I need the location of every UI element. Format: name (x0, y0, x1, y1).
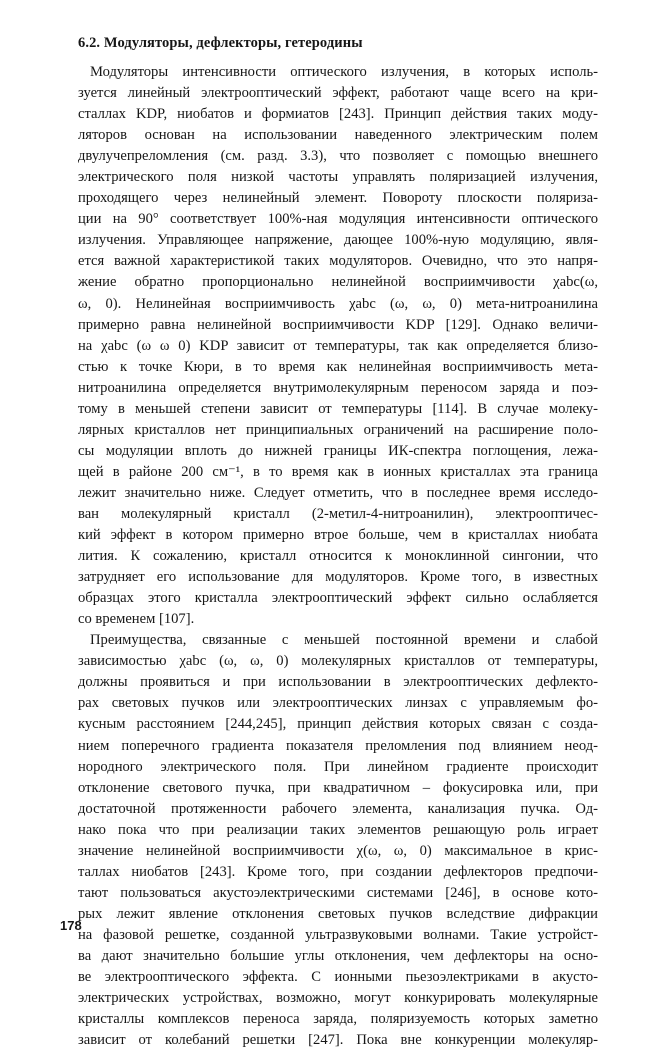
text-line: должны проявиться и при использовании в электрооптических дефлекто- (78, 674, 598, 691)
text-line: ве электрооптического эффекта. С ионными пьезоэлектриками в акусто- (78, 969, 598, 986)
text-line: ции на 90° соответствует 100%-ная модуляция интенсивности оптического (78, 211, 598, 228)
text-line: тают пользоваться акустоэлектрическими системами [246], в основе кото- (78, 884, 598, 901)
text-line: нако пока что при реализации таких элементов решающую роль играет (78, 821, 598, 838)
text-line: ван молекулярный кристалл (2-метил-4-нитроанилин), электрооптичес- (78, 505, 598, 522)
text-line: сы модуляции вплоть до нижней границы ИК-спектра поглощения, лежа- (78, 442, 598, 459)
text-line: жение обратно пропорционально нелинейной восприимчивости χabc(ω, (78, 274, 598, 291)
section-heading: 6.2. Модуляторы, дефлекторы, гетеродины (78, 35, 363, 51)
text-line: щей в районе 200 см⁻¹, в то время как в ионных кристаллах эта граница (78, 463, 598, 480)
text-line: рах световых пучков или электрооптических линзах с управляемым фо- (78, 695, 598, 712)
text-line: Модуляторы интенсивности оптического излучения, в которых исполь- (90, 64, 598, 80)
text-line: достаточной протяженности рабочего элемента, канализация пучка. Од- (78, 800, 598, 817)
text-line: ва дают значительно большие углы отклонения, чем дефлекторы на осно- (78, 947, 598, 964)
text-line: таллах ниобатов [243]. Кроме того, при создании дефлекторов предпочи- (78, 863, 598, 880)
text-line: затрудняет его использование для модуляторов. Кроме того, в известных (78, 569, 598, 586)
text-line: на χabc (ω ω 0) KDP зависит от температуры, так как определяется близо- (78, 337, 598, 354)
text-line: нородного электрического поля. При линейном градиенте происходит (78, 758, 598, 775)
page-number: 178 (60, 918, 82, 933)
text-line: проходящего через нелинейный элемент. Повороту плоскости поляриза- (78, 190, 598, 207)
body-text (78, 62, 598, 1051)
text-line: кий эффект в котором примерно втрое больше, чем в кристаллах ниобата (78, 527, 598, 544)
text-line: сталлах KDP, ниобатов и формиатов [243]. Принцип действия таких моду- (78, 106, 598, 123)
text-line: электрических устройствах, возможно, могут конкурировать молекулярные (78, 990, 598, 1007)
text-line: лежит значительно ниже. Следует отметить, что в последнее время исследо- (78, 484, 598, 501)
text-line: кристаллы комплексов переноса заряда, поляризуемость которых заметно (78, 1011, 598, 1028)
text-line: на фазовой решетке, созданной ультразвуковыми волнами. Такие устройст- (78, 926, 598, 943)
text-line: отклонение светового пучка, при квадратичном – фокусировка или, при (78, 779, 598, 796)
text-line: рых лежит явление отклонения световых пучков вследствие дифракции (78, 905, 598, 922)
text-line: зуется линейный электрооптический эффект, работают чаще всего на кри- (78, 85, 598, 102)
text-line: значение нелинейной восприимчивости χ(ω, ω, 0) максимальное в крис- (78, 842, 598, 859)
text-line: кусным расстоянием [244,245], принцип действия которых связан с созда- (78, 716, 598, 733)
text-line: излучения. Управляющее напряжение, дающее 100%-ную модуляцию, явля- (78, 232, 598, 249)
text-line: тому в меньшей степени зависит от температуры [114]. В случае молеку- (78, 400, 598, 417)
text-line: ется важной характеристикой таких модуляторов. Очевидно, что это напря- (78, 253, 598, 270)
text-line: ω, 0). Нелинейная восприимчивость χabc (ω, ω, 0) мета-нитроанилина (78, 295, 598, 312)
text-line: зависимостью χabc (ω, ω, 0) молекулярных кристаллов от температуры, (78, 653, 598, 670)
text-line: зависит от колебаний решетки [247]. Пока вне конкуренции молекуляр- (78, 1032, 598, 1049)
text-line: стью к точке Кюри, в то время как нелинейная восприимчивость мета- (78, 358, 598, 375)
text-line: лярных кристаллов нет принципиальных ограничений на расширение поло- (78, 421, 598, 438)
text-line: лития. К сожалению, кристалл относится к моноклинной сингонии, что (78, 548, 598, 565)
text-line: электрического поля низкой частоты управлять поляризацией излучения, (78, 169, 598, 186)
text-line: нием поперечного градиента показателя преломления под влиянием неод- (78, 737, 598, 754)
text-line: ляторов основан на использовании наведенного электрическим полем (78, 127, 598, 144)
text-line: двулучепреломления (см. разд. 3.3), что позволяет с помощью внешнего (78, 148, 598, 165)
text-line: Преимущества, связанные с меньшей постоянной времени и слабой (90, 632, 598, 649)
text-line: примерно равна нелинейной восприимчивости KDP [129]. Однако величи- (78, 316, 598, 333)
text-line: образцах этого кристалла электрооптический эффект сильно ослабляется (78, 590, 598, 607)
text-line: со временем [107]. (78, 611, 195, 628)
text-line: нитроанилина определяется внутримолекулярным переносом заряда и поэ- (78, 379, 598, 396)
